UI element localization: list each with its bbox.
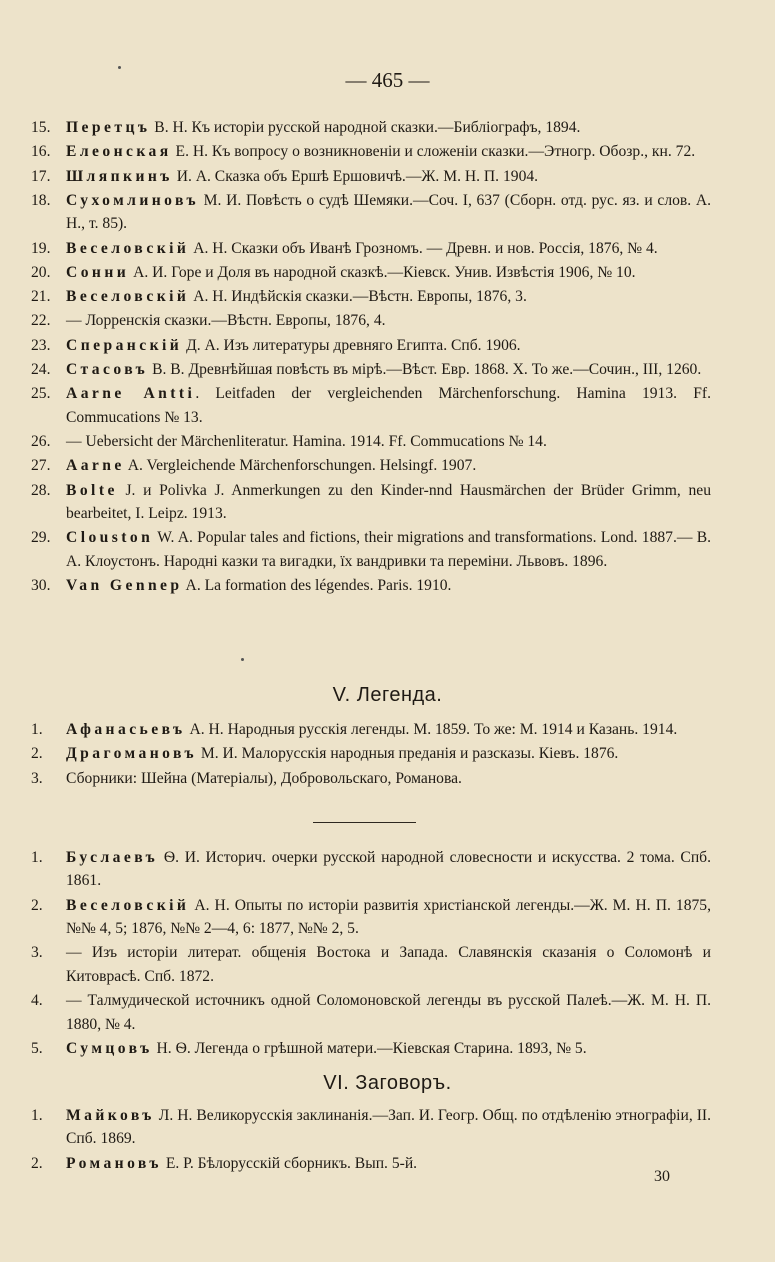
- page-number: — 465 —: [345, 68, 430, 92]
- entry-text: [66, 526, 711, 573]
- entry-citation: Сборники: Шейна (Матеріалы), Добровольскаго, Романова.: [66, 769, 462, 787]
- entry-author: Буслаевъ: [66, 849, 159, 866]
- entry-citation: Д. А. Изъ литературы древняго Египта. Спб. 1906.: [182, 336, 521, 354]
- entry-citation: М. И. Малорусскія народныя преданія и разсказы. Кіевъ. 1876.: [196, 745, 619, 763]
- entry-text: [66, 237, 711, 260]
- entry-number: 27.: [31, 457, 51, 475]
- entry-author: Van Gennep: [66, 577, 183, 595]
- bibliography-entry: [31, 767, 711, 790]
- entry-author: Aarne Antti: [66, 385, 196, 403]
- bibliography-entry: [31, 165, 711, 188]
- entry-author: Сумцовъ: [66, 1039, 153, 1057]
- bibliography-entry: [31, 334, 711, 357]
- entry-author: Романовъ: [66, 1154, 162, 1172]
- entry-citation: — Лорренскія сказки.—Вѣстн. Европы, 1876, 4.: [66, 312, 386, 330]
- entry-author: Веселовскій: [66, 896, 190, 914]
- entry-number: 29.: [31, 529, 51, 547]
- entry-citation: Е. Н. Къ вопросу о возникновеніи и сложеніи сказки.—Этногр. Обозр., кн. 72.: [171, 143, 696, 161]
- entry-citation: В. Н. Къ исторіи русской народной сказки.—Библіографъ, 1894.: [150, 119, 581, 136]
- entry-number: 20.: [31, 263, 51, 281]
- bibliography-list-legend-studies: [31, 846, 711, 1061]
- entry-author: Bolte: [66, 481, 118, 499]
- entry-text: [66, 334, 711, 357]
- entry-citation: Ѳ. И. Историч. очерки русской народной словесности и искусства. 2 тома. Спб. 1861.: [66, 849, 711, 890]
- entry-author: Елеонская: [66, 143, 172, 161]
- entry-text: [66, 989, 711, 1036]
- entry-citation: . Leitfaden der vergleichenden Märchenforschung. Hamina 1913. Ff. Commucations № 13.: [66, 385, 711, 426]
- entry-number: 22.: [31, 312, 51, 330]
- bibliography-entry: [31, 1104, 711, 1151]
- bibliography-entry: [31, 989, 711, 1036]
- entry-number: 25.: [31, 385, 51, 403]
- entry-citation: A. Vergleichende Märchenforschungen. Helsingf. 1907.: [124, 457, 477, 475]
- bibliography-entry: [31, 742, 711, 765]
- bibliography-entry: [31, 1037, 711, 1060]
- entry-number: 17.: [31, 167, 51, 185]
- entry-citation: Л. Н. Великорусскія заклинанія.—Зап. И. Геогр. Общ. по отдѣленію этнографіи, II. Спб. 1869.: [66, 1107, 711, 1148]
- bibliography-entry: [31, 382, 711, 429]
- entry-number: 15.: [31, 119, 51, 136]
- entry-citation: А. Н. Индѣйскія сказки.—Вѣстн. Европы, 1876, 3.: [189, 288, 527, 306]
- bibliography-entry: [31, 1152, 711, 1175]
- entry-number: 19.: [31, 239, 51, 257]
- entry-text: [66, 189, 711, 236]
- entry-text: [66, 1037, 711, 1060]
- entry-citation: В. В. Древнѣйшая повѣсть въ мірѣ.—Вѣст. Евр. 1868. X. То же.—Сочин., III, 1260.: [148, 361, 702, 379]
- entry-text: [66, 574, 711, 597]
- entry-author: Веселовскій: [66, 239, 190, 257]
- entry-text: [66, 479, 711, 526]
- bibliography-entry: [31, 479, 711, 526]
- entry-text: [66, 941, 711, 988]
- entry-text: [66, 116, 711, 139]
- bibliography-entry: [31, 189, 711, 236]
- entry-author: Aarne: [66, 457, 125, 475]
- bibliography-entry: [31, 358, 711, 381]
- entry-citation: — Талмудической источникъ одной Соломоновской легенды въ русской Палеѣ.—Ж. М. Н. П. 1880, № 4.: [66, 992, 711, 1033]
- bibliography-list-charms: [31, 1104, 711, 1176]
- entry-number: 2.: [31, 745, 43, 763]
- entry-author: Шляпкинъ: [66, 167, 173, 185]
- bibliography-entry: [31, 574, 711, 597]
- bibliography-entry: [31, 285, 711, 308]
- entry-author: Перетцъ: [66, 119, 151, 136]
- entry-number: 24.: [31, 361, 51, 379]
- entry-number: 1.: [31, 1107, 43, 1124]
- entry-text: [66, 261, 711, 284]
- entry-text: [66, 1104, 711, 1151]
- entry-citation: А. Н. Опыты по исторіи развитія христіанской легенды.—Ж. М. Н. П. 1875, №№ 4, 5; 1876, №№ 2—4, 6: 1877, №№ 2, 5.: [66, 896, 711, 938]
- entry-number: 4.: [31, 992, 43, 1010]
- section-heading-charms: VI. Заговоръ.: [323, 1072, 452, 1094]
- entry-author: Сонни: [66, 263, 130, 281]
- bibliography-entry: [31, 309, 711, 332]
- entry-citation: J. и Polivka J. Anmerkungen zu den Kinder-nnd Hausmärchen der Brüder Grimm, neu bearbeitet, I. Leipz. 1913.: [66, 481, 711, 523]
- entry-author: Сперанскій: [66, 336, 183, 354]
- entry-text: [66, 1152, 711, 1175]
- entry-text: [66, 309, 711, 332]
- entry-citation: W. A. Popular tales and fictions, their migrations and transformations. Lond. 1887.— В. А. Клоустонъ. Народні казки та вигадки, їх вандривки та переміни. Львовъ. 1896.: [66, 529, 711, 570]
- entry-text: [66, 767, 711, 790]
- entry-author: Майковъ: [66, 1107, 155, 1124]
- bibliography-entry: [31, 116, 711, 139]
- bibliography-entry: [31, 430, 711, 453]
- entry-number: 3.: [31, 944, 43, 962]
- entry-number: 30.: [31, 577, 51, 595]
- entry-citation: И. А. Сказка объ Ершѣ Ершовичѣ.—Ж. М. Н. П. 1904.: [172, 167, 539, 185]
- entry-citation: Е. Р. Бѣлорусскій сборникъ. Вып. 5-й.: [161, 1154, 418, 1172]
- entry-number: 2.: [31, 1154, 43, 1172]
- bibliography-entry: [31, 941, 711, 988]
- entry-number: 1.: [31, 849, 43, 866]
- entry-author: Сухомлиновъ: [66, 191, 199, 209]
- bibliography-entry: [31, 846, 711, 893]
- entry-text: [66, 165, 711, 188]
- bibliography-entry: [31, 140, 711, 163]
- entry-citation: — Изъ исторіи литерат. общенія Востока и Запада. Славянскія сказанія о Соломонѣ и Китоврасѣ. Спб. 1872.: [66, 944, 711, 985]
- entry-citation: Н. Ѳ. Легенда о грѣшной матери.—Кіевская Старина. 1893, № 5.: [152, 1039, 587, 1057]
- entry-number: 26.: [31, 433, 51, 451]
- entry-number: 28.: [31, 481, 51, 499]
- print-speck: [241, 658, 244, 661]
- bibliography-list-fairy-tales: [31, 116, 711, 598]
- entry-text: [66, 846, 711, 893]
- entry-number: 1.: [31, 721, 43, 738]
- entry-citation: — Uebersicht der Märchenliteratur. Hamina. 1914. Ff. Commucations № 14.: [66, 433, 547, 451]
- bibliography-entry: [31, 454, 711, 477]
- entry-number: 21.: [31, 288, 51, 306]
- section-heading-legend: V. Легенда.: [332, 684, 443, 706]
- entry-text: [66, 430, 711, 453]
- entry-number: 18.: [31, 191, 51, 209]
- entry-text: [66, 382, 711, 429]
- entry-citation: А. Н. Народныя русскія легенды. М. 1859. То же: М. 1914 и Казань. 1914.: [185, 721, 678, 738]
- entry-number: 16.: [31, 143, 51, 161]
- bibliography-entry: [31, 237, 711, 260]
- bibliography-entry: [31, 894, 711, 941]
- entry-text: [66, 894, 711, 941]
- entry-citation: М. И. Повѣсть о судѣ Шемяки.—Соч. I, 637 (Сборн. отд. рус. яз. и слов. А. Н., т. 85).: [66, 191, 711, 233]
- entry-author: Clouston: [66, 529, 154, 547]
- entry-author: Веселовскій: [66, 288, 190, 306]
- entry-text: [66, 454, 711, 477]
- bibliography-list-legend: [31, 718, 711, 791]
- entry-number: 23.: [31, 336, 51, 354]
- signature-number: 30: [654, 1168, 670, 1185]
- bibliography-entry: [31, 526, 711, 573]
- entry-text: [66, 742, 711, 765]
- entry-citation: А. И. Горе и Доля въ народной сказкѣ.—Кіевск. Унив. Извѣстія 1906, № 10.: [129, 263, 636, 281]
- entry-text: [66, 358, 711, 381]
- entry-text: [66, 718, 711, 741]
- entry-author: Афанасьевъ: [66, 721, 186, 738]
- entry-author: Драгомановъ: [66, 745, 197, 763]
- bibliography-entry: [31, 718, 711, 741]
- bibliography-entry: [31, 261, 711, 284]
- section-divider: [313, 822, 416, 823]
- entry-number: 2.: [31, 896, 43, 914]
- entry-text: [66, 285, 711, 308]
- entry-number: 3.: [31, 769, 43, 787]
- entry-citation: A. La formation des légendes. Paris. 1910.: [182, 577, 452, 595]
- entry-text: [66, 140, 711, 163]
- entry-author: Стасовъ: [66, 361, 149, 379]
- entry-citation: А. Н. Сказки объ Иванѣ Грозномъ. — Древн. и нов. Россія, 1876, № 4.: [189, 239, 658, 257]
- entry-number: 5.: [31, 1039, 43, 1057]
